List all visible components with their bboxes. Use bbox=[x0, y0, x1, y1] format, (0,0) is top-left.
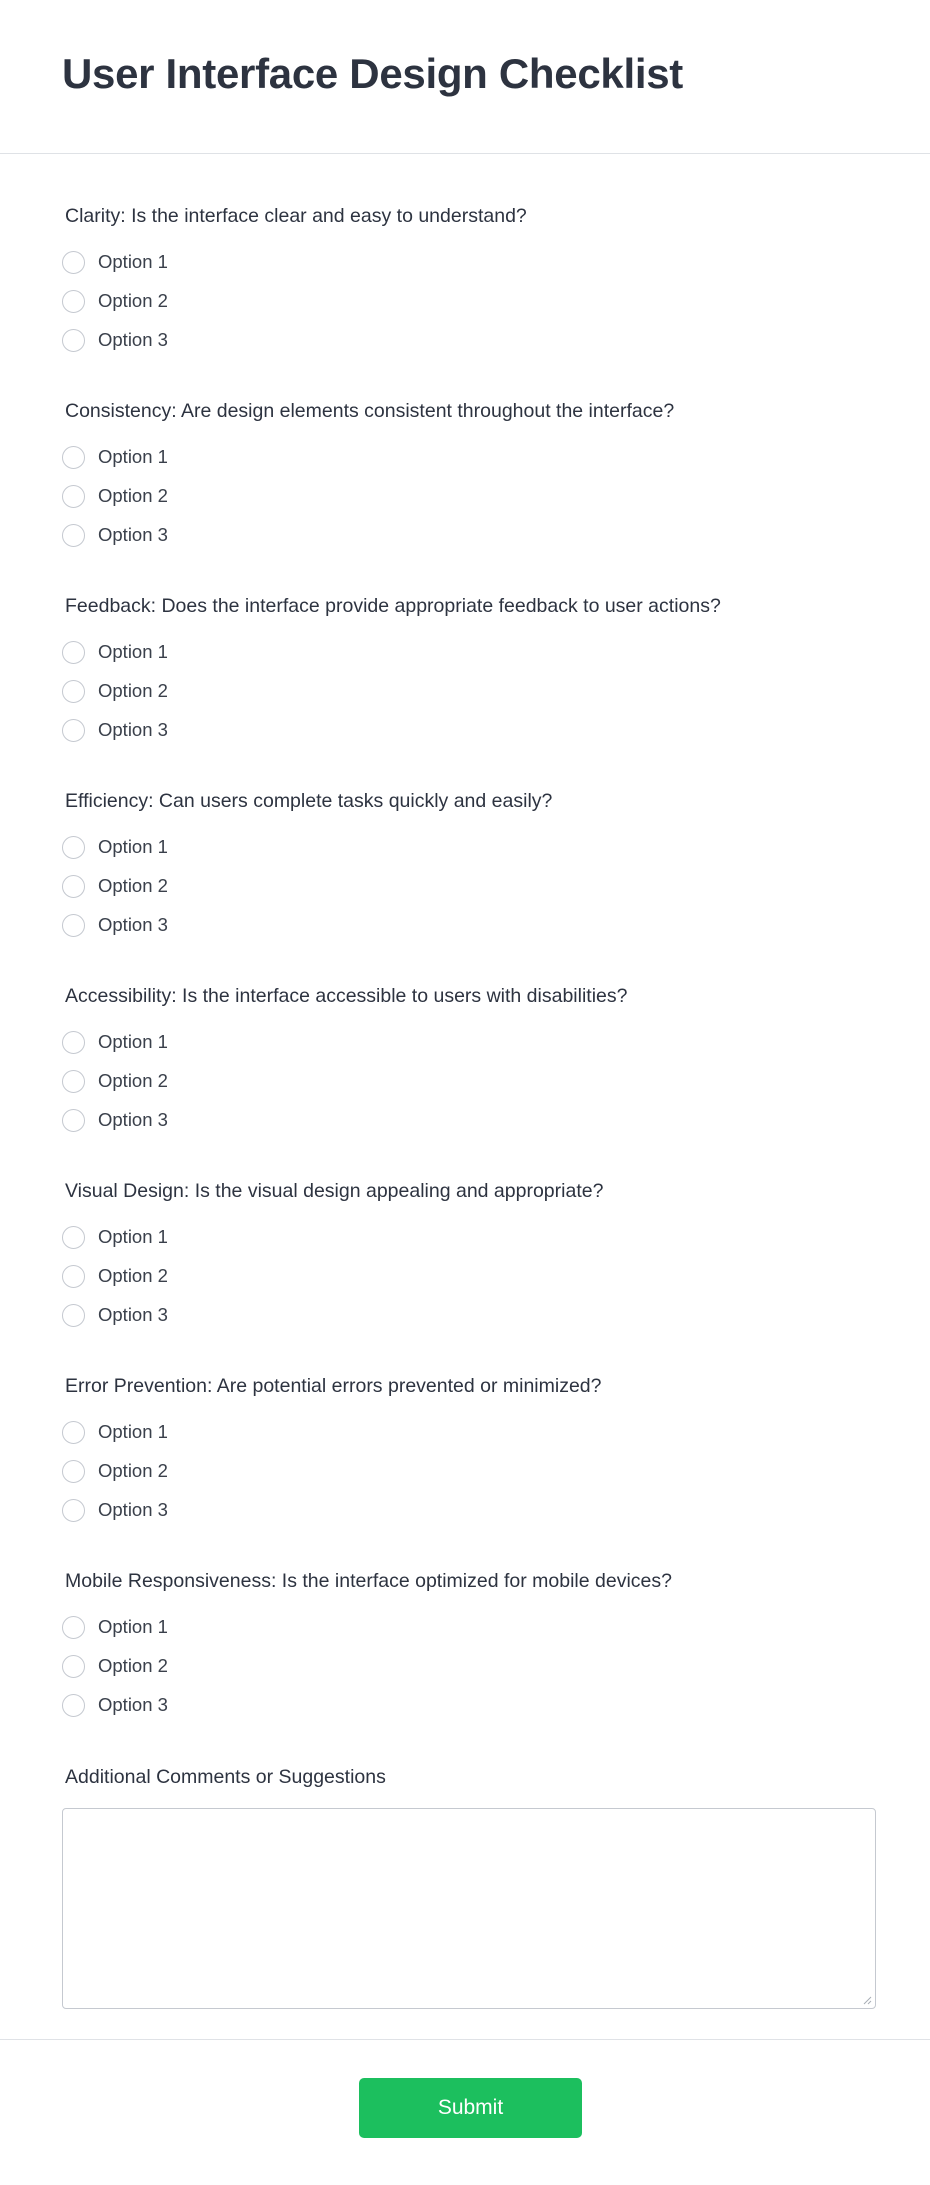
radio-option-1[interactable] bbox=[62, 833, 168, 861]
radio-button[interactable] bbox=[62, 446, 85, 469]
option-label: Option 3 bbox=[98, 1109, 168, 1130]
question-mobile-responsiveness bbox=[62, 1520, 878, 1715]
option-label: Option 1 bbox=[98, 641, 168, 662]
radio-option-1[interactable] bbox=[62, 443, 168, 471]
question-error-prevention bbox=[62, 1325, 878, 1520]
radio-button[interactable] bbox=[62, 1265, 85, 1288]
radio-button[interactable] bbox=[62, 251, 85, 274]
radio-button[interactable] bbox=[62, 1031, 85, 1054]
option-label: Option 3 bbox=[98, 329, 168, 350]
radio-button[interactable] bbox=[62, 836, 85, 859]
radio-button[interactable] bbox=[62, 875, 85, 898]
question-clarity bbox=[62, 155, 878, 350]
radio-option-2[interactable] bbox=[62, 482, 168, 510]
option-label: Option 2 bbox=[98, 1070, 168, 1091]
radio-button[interactable] bbox=[62, 914, 85, 937]
question-label: Clarity: Is the interface clear and easy to understand? bbox=[65, 205, 527, 227]
question-label: Accessibility: Is the interface accessible to users with disabilities? bbox=[65, 985, 628, 1007]
radio-option-1[interactable] bbox=[62, 1613, 168, 1641]
radio-button[interactable] bbox=[62, 1070, 85, 1093]
radio-option-1[interactable] bbox=[62, 1223, 168, 1251]
radio-button[interactable] bbox=[62, 290, 85, 313]
radio-button[interactable] bbox=[62, 1109, 85, 1132]
option-label: Option 2 bbox=[98, 290, 168, 311]
option-label: Option 1 bbox=[98, 446, 168, 467]
question-label: Error Prevention: Are potential errors prevented or minimized? bbox=[65, 1375, 602, 1397]
question-label: Visual Design: Is the visual design appealing and appropriate? bbox=[65, 1180, 604, 1202]
comments-label: Additional Comments or Suggestions bbox=[65, 1766, 386, 1788]
question-label: Feedback: Does the interface provide appropriate feedback to user actions? bbox=[65, 595, 721, 617]
option-label: Option 2 bbox=[98, 1265, 168, 1286]
radio-option-2[interactable] bbox=[62, 872, 168, 900]
radio-option-1[interactable] bbox=[62, 1028, 168, 1056]
page-title: User Interface Design Checklist bbox=[62, 50, 683, 97]
radio-button[interactable] bbox=[62, 524, 85, 547]
radio-button[interactable] bbox=[62, 485, 85, 508]
page-header bbox=[0, 0, 930, 154]
option-label: Option 2 bbox=[98, 485, 168, 506]
radio-option-3[interactable] bbox=[62, 1691, 168, 1719]
comments-textarea[interactable] bbox=[62, 1808, 876, 2009]
radio-button[interactable] bbox=[62, 1421, 85, 1444]
radio-button[interactable] bbox=[62, 1460, 85, 1483]
radio-button[interactable] bbox=[62, 680, 85, 703]
option-label: Option 1 bbox=[98, 836, 168, 857]
option-label: Option 2 bbox=[98, 1655, 168, 1676]
radio-button[interactable] bbox=[62, 1655, 85, 1678]
radio-button[interactable] bbox=[62, 1226, 85, 1249]
radio-button[interactable] bbox=[62, 641, 85, 664]
radio-button[interactable] bbox=[62, 1694, 85, 1717]
option-label: Option 1 bbox=[98, 1226, 168, 1247]
radio-option-2[interactable] bbox=[62, 677, 168, 705]
radio-option-1[interactable] bbox=[62, 248, 168, 276]
radio-button[interactable] bbox=[62, 1616, 85, 1639]
question-label: Efficiency: Can users complete tasks quickly and easily? bbox=[65, 790, 553, 812]
radio-option-2[interactable] bbox=[62, 287, 168, 315]
radio-button[interactable] bbox=[62, 329, 85, 352]
option-label: Option 1 bbox=[98, 1031, 168, 1052]
question-visual-design bbox=[62, 1130, 878, 1325]
question-label: Mobile Responsiveness: Is the interface optimized for mobile devices? bbox=[65, 1570, 672, 1592]
submit-button[interactable]: Submit bbox=[359, 2078, 582, 2138]
option-label: Option 3 bbox=[98, 719, 168, 740]
option-label: Option 2 bbox=[98, 1460, 168, 1481]
question-efficiency bbox=[62, 740, 878, 935]
radio-option-2[interactable] bbox=[62, 1262, 168, 1290]
radio-option-2[interactable] bbox=[62, 1457, 168, 1485]
option-label: Option 1 bbox=[98, 1421, 168, 1442]
option-label: Option 3 bbox=[98, 1499, 168, 1520]
radio-button[interactable] bbox=[62, 1304, 85, 1327]
radio-option-1[interactable] bbox=[62, 1418, 168, 1446]
checklist-form bbox=[62, 155, 878, 1715]
question-accessibility bbox=[62, 935, 878, 1130]
question-feedback bbox=[62, 545, 878, 740]
option-label: Option 1 bbox=[98, 1616, 168, 1637]
radio-button[interactable] bbox=[62, 719, 85, 742]
question-label: Consistency: Are design elements consistent throughout the interface? bbox=[65, 400, 675, 422]
option-label: Option 2 bbox=[98, 680, 168, 701]
radio-button[interactable] bbox=[62, 1499, 85, 1522]
radio-option-1[interactable] bbox=[62, 638, 168, 666]
option-label: Option 1 bbox=[98, 251, 168, 272]
option-label: Option 2 bbox=[98, 875, 168, 896]
question-consistency bbox=[62, 350, 878, 545]
option-label: Option 3 bbox=[98, 524, 168, 545]
form-footer bbox=[0, 2039, 930, 2185]
option-label: Option 3 bbox=[98, 1304, 168, 1325]
option-label: Option 3 bbox=[98, 914, 168, 935]
option-label: Option 3 bbox=[98, 1694, 168, 1715]
radio-option-2[interactable] bbox=[62, 1067, 168, 1095]
radio-option-2[interactable] bbox=[62, 1652, 168, 1680]
